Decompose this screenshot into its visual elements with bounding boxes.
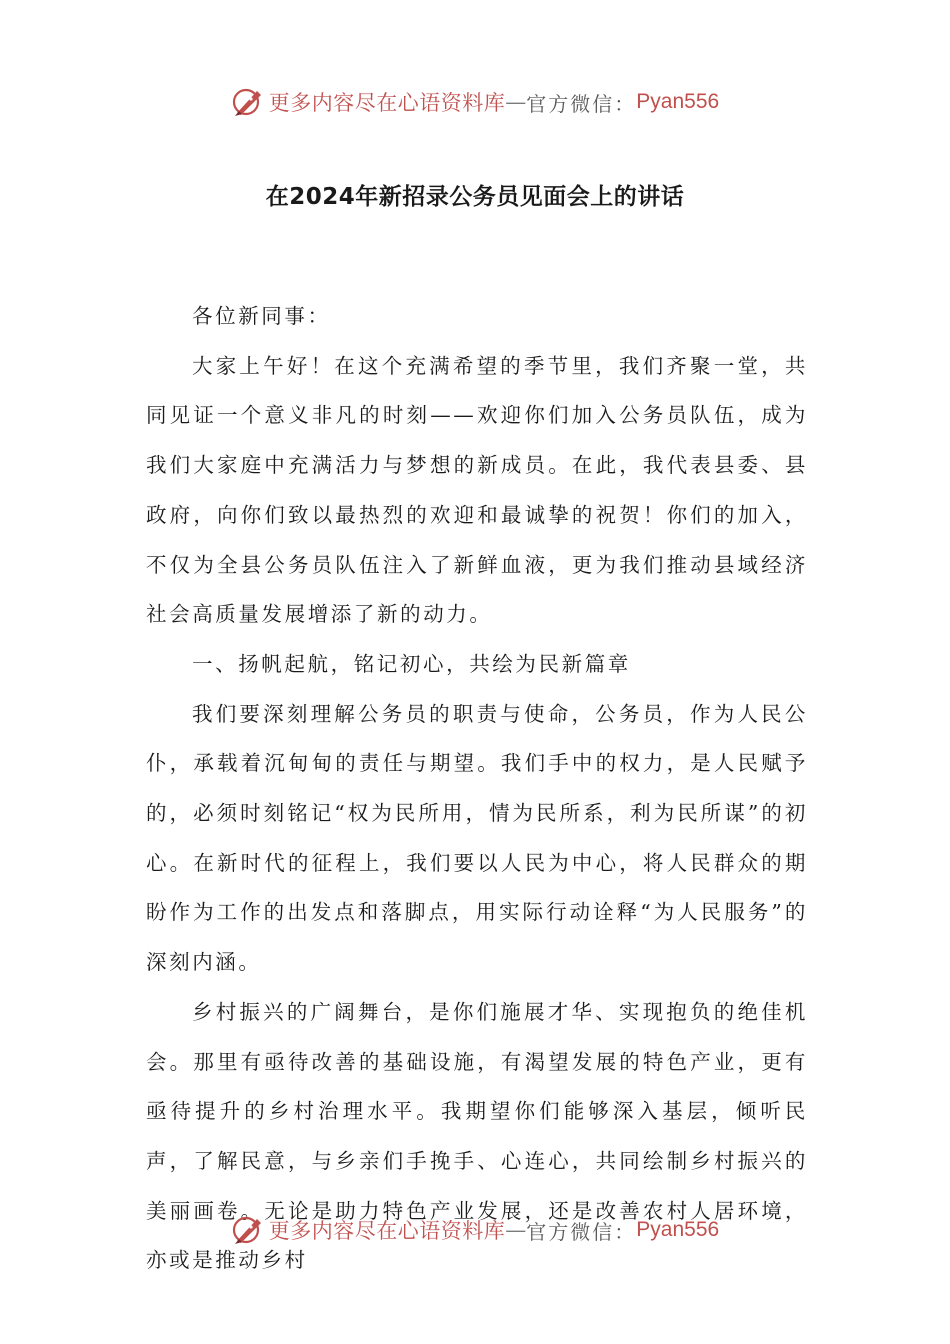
footer-watermark-banner: [0, 1210, 950, 1250]
section-heading-1: 一、扬帆起航，铭记初心，共绘为民新篇章: [192, 651, 631, 676]
pen-nib-logo-icon: [231, 85, 265, 119]
salutation: 各位新同事：: [192, 304, 331, 328]
paragraph-duty: 我们要深刻理解公务员的职责与使命，公务员，作为人民公仆，承载着沉甸甸的责任与期望。我们手中的权力，是人民赋予的，必须时刻铭记“权为民所用，情为民所系，利为民所谋”的初心。在新时代的征程上，我们要以人民为中心，将人民群众的期盼作为工作的出发点和落脚点，用实际行动诠释“为人民服务”的深刻内涵。: [146, 701, 808, 975]
banner-separator: —: [505, 90, 527, 114]
paragraph-welcome: 大家上午好！在这个充满希望的季节里，我们齐聚一堂，共同见证一个意义非凡的时刻——欢迎你们加入公务员队伍，成为我们大家庭中充满活力与梦想的新成员。在此，我代表县委、县政府，向你们致以最热烈的欢迎和最诚挚的祝贺！你们的加入，不仅为全县公务员队伍注入了新鲜血液，更为我们推动县域经济社会高质量发展增添了新的动力。: [146, 353, 808, 627]
banner-separator: —: [505, 1218, 527, 1242]
banner-wechat-id: Pyan556: [636, 90, 720, 113]
banner-text: 更多内容尽在心语资料库: [268, 1219, 506, 1243]
banner-text: 更多内容尽在心语资料库: [268, 91, 506, 115]
paragraph-rural-revitalization: 乡村振兴的广阔舞台，是你们施展才华、实现抱负的绝佳机会。那里有亟待改善的基础设施，有渴望发展的特色产业，更有亟待提升的乡村治理水平。我期望你们能够深入基层，倾听民声，了解民意，与乡亲们手挽手、心连心，共同绘制乡村振兴的美丽画卷。无论是助力特色产业发展，还是改善农村人居环境，亦或是推动乡村: [146, 999, 808, 1273]
document-title: 在2024年新招录公务员见面会上的讲话: [265, 184, 685, 210]
banner-wechat-label: 官方微信：: [526, 1219, 637, 1244]
banner-wechat-label: 官方微信：: [526, 91, 637, 116]
header-watermark-banner: [0, 82, 950, 122]
pen-nib-logo-icon: [231, 1213, 265, 1247]
document-body: [146, 292, 808, 1286]
banner-wechat-id: Pyan556: [636, 1218, 720, 1241]
